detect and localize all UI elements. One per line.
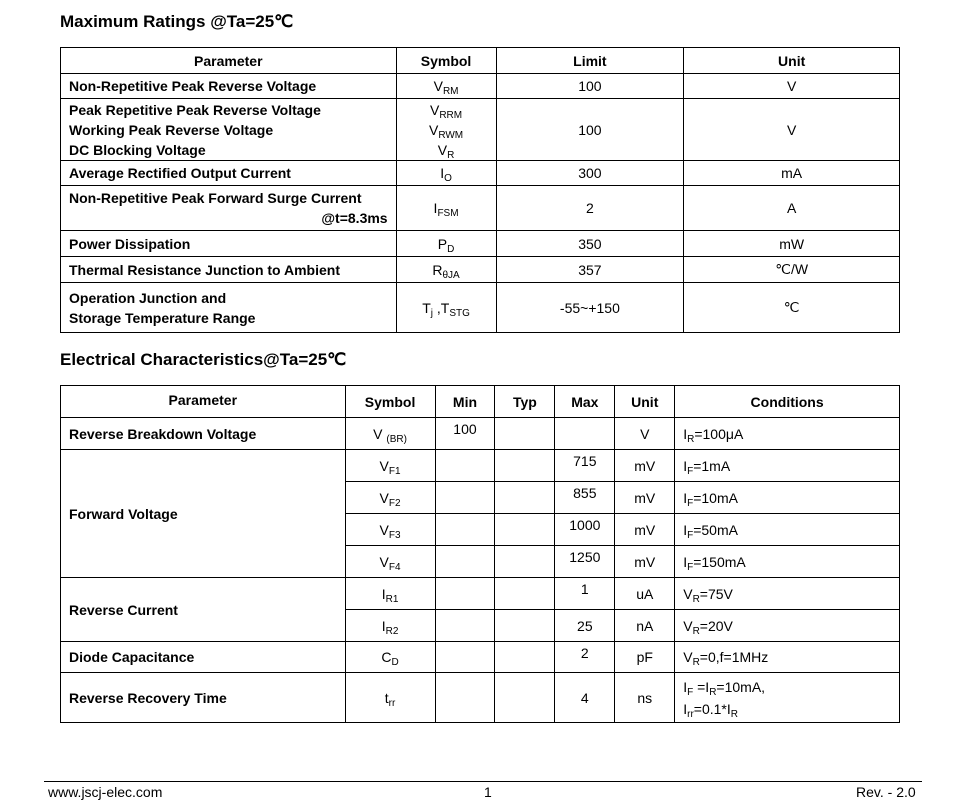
typ-cell: [495, 482, 555, 514]
unit-cell: uA: [615, 578, 675, 610]
unit-cell: V: [684, 74, 900, 99]
limit-cell: 350: [496, 231, 684, 257]
symbol-cell: $V_{F1}$: [345, 450, 435, 482]
symbol-cell: $V_{RRM}$ $V_{RWM}$ $V_R$: [396, 99, 496, 161]
symbol-cell: $V_{F4}$: [345, 546, 435, 578]
min-cell: [435, 642, 495, 673]
conditions-cell: $I_F=1mA$: [675, 450, 900, 482]
typ-cell: [495, 418, 555, 450]
param-cell: Diode Capacitance: [61, 642, 346, 673]
param-cell: Non-Repetitive Peak Reverse Voltage: [61, 74, 397, 99]
header-parameter: Parameter: [61, 48, 397, 74]
unit-cell: mV: [615, 482, 675, 514]
typ-cell: [495, 673, 555, 723]
unit-cell: ℃/W: [684, 257, 900, 283]
table-row: [61, 257, 900, 283]
symbol-cell: $t_{rr}$: [345, 673, 435, 723]
header-symbol: Symbol: [396, 48, 496, 74]
symbol-cell: $I_{FSM}$: [396, 186, 496, 231]
conditions-cell: $V_R=75V$: [675, 578, 900, 610]
unit-cell: pF: [615, 642, 675, 673]
min-cell: [435, 514, 495, 546]
param-cell: Power Dissipation: [61, 231, 397, 257]
param-cell: Peak Repetitive Peak Reverse Voltage Working Peak Reverse Voltage DC Blocking Voltage: [61, 99, 397, 161]
max-ratings-title: Maximum Ratings @Ta=25℃: [60, 12, 294, 31]
header-symbol: Symbol: [345, 386, 435, 418]
symbol-cell: $R_{\theta JA}$: [396, 257, 496, 283]
symbol-cell: $P_D$: [396, 231, 496, 257]
header-conditions: Conditions: [675, 386, 900, 418]
header-unit: Unit: [684, 48, 900, 74]
param-cell: Reverse Recovery Time: [61, 673, 346, 723]
footer-page-number: 1: [484, 784, 492, 800]
unit-cell: mV: [615, 514, 675, 546]
max-cell: 2: [555, 642, 615, 673]
footer-revision: Rev. - 2.0: [856, 784, 916, 800]
typ-cell: [495, 578, 555, 610]
unit-cell: mV: [615, 546, 675, 578]
unit-cell: A: [684, 186, 900, 231]
conditions-cell: $I_R=100\mu A$: [675, 418, 900, 450]
symbol-cell: $I_O$: [396, 161, 496, 186]
unit-cell: V: [684, 99, 900, 161]
typ-cell: [495, 610, 555, 642]
max-ratings-table: [60, 47, 900, 333]
min-cell: 100: [435, 418, 495, 450]
header-limit: Limit: [496, 48, 684, 74]
unit-cell: mV: [615, 450, 675, 482]
header-unit: Unit: [615, 386, 675, 418]
max-cell: 715: [555, 450, 615, 482]
header-min: Min: [435, 386, 495, 418]
min-cell: [435, 450, 495, 482]
symbol-cell: $I_{R1}$: [345, 578, 435, 610]
max-cell: 1: [555, 578, 615, 610]
unit-cell: mW: [684, 231, 900, 257]
electrical-characteristics-title: Electrical Characteristics@Ta=25℃: [60, 350, 347, 369]
table-row: [61, 642, 900, 673]
symbol-cell: $C_D$: [345, 642, 435, 673]
typ-cell: [495, 642, 555, 673]
param-cell: Forward Voltage: [61, 450, 346, 578]
param-cell: Reverse Current: [61, 578, 346, 642]
typ-cell: [495, 450, 555, 482]
table-row: [61, 673, 900, 723]
footer-website: www.jscj-elec.com: [48, 784, 163, 800]
max-cell: 1000: [555, 514, 615, 546]
table-row: [61, 231, 900, 257]
max-cell: 4: [555, 673, 615, 723]
limit-cell: 357: [496, 257, 684, 283]
param-cell: Average Rectified Output Current: [61, 161, 397, 186]
param-cell: Non-Repetitive Peak Forward Surge Current @t=8.3ms: [61, 186, 397, 231]
limit-cell: 100: [496, 74, 684, 99]
symbol-cell: $V_{F3}$: [345, 514, 435, 546]
min-cell: [435, 546, 495, 578]
unit-cell: mA: [684, 161, 900, 186]
min-cell: [435, 578, 495, 610]
min-cell: [435, 673, 495, 723]
max-cell: [555, 418, 615, 450]
param-cell: Reverse Breakdown Voltage: [61, 418, 346, 450]
unit-cell: ℃: [684, 283, 900, 333]
min-cell: [435, 610, 495, 642]
max-cell: 25: [555, 610, 615, 642]
symbol-cell: $V_{F2}$: [345, 482, 435, 514]
table-row: [61, 74, 900, 99]
table-row: [61, 578, 900, 610]
symbol-cell: $V_{RM}$: [396, 74, 496, 99]
conditions-cell: $V_R=0,f=1MHz$: [675, 642, 900, 673]
header-typ: Typ: [495, 386, 555, 418]
footer-divider: [44, 781, 922, 782]
conditions-cell: $V_R=20V$: [675, 610, 900, 642]
conditions-cell: $I_F=50mA$: [675, 514, 900, 546]
table-row: [61, 283, 900, 333]
conditions-cell: $I_F=10mA$: [675, 482, 900, 514]
limit-cell: 100: [496, 99, 684, 161]
electrical-characteristics-table: [60, 385, 900, 723]
header-parameter: Parameter: [61, 386, 346, 418]
limit-cell: -55~+150: [496, 283, 684, 333]
param-cell: Thermal Resistance Junction to Ambient: [61, 257, 397, 283]
symbol-cell: $I_{R2}$: [345, 610, 435, 642]
conditions-cell: $I_F=150mA$: [675, 546, 900, 578]
unit-cell: nA: [615, 610, 675, 642]
unit-cell: ns: [615, 673, 675, 723]
conditions-cell: $I_F =I_R=10mA$, $I_{rr}=0.1*I_R$: [675, 673, 900, 723]
symbol-cell: V $_{(BR)}$: [345, 418, 435, 450]
max-cell: 855: [555, 482, 615, 514]
table-row: [61, 450, 900, 482]
min-cell: [435, 482, 495, 514]
table-row: [61, 186, 900, 231]
table-row: [61, 99, 900, 161]
limit-cell: 300: [496, 161, 684, 186]
typ-cell: [495, 514, 555, 546]
max-cell: 1250: [555, 546, 615, 578]
unit-cell: V: [615, 418, 675, 450]
symbol-cell: $T_j$ $,T_{STG}$: [396, 283, 496, 333]
table-row: [61, 161, 900, 186]
param-cell: Operation Junction and Storage Temperature Range: [61, 283, 397, 333]
header-max: Max: [555, 386, 615, 418]
typ-cell: [495, 546, 555, 578]
limit-cell: 2: [496, 186, 684, 231]
table-row: [61, 418, 900, 450]
